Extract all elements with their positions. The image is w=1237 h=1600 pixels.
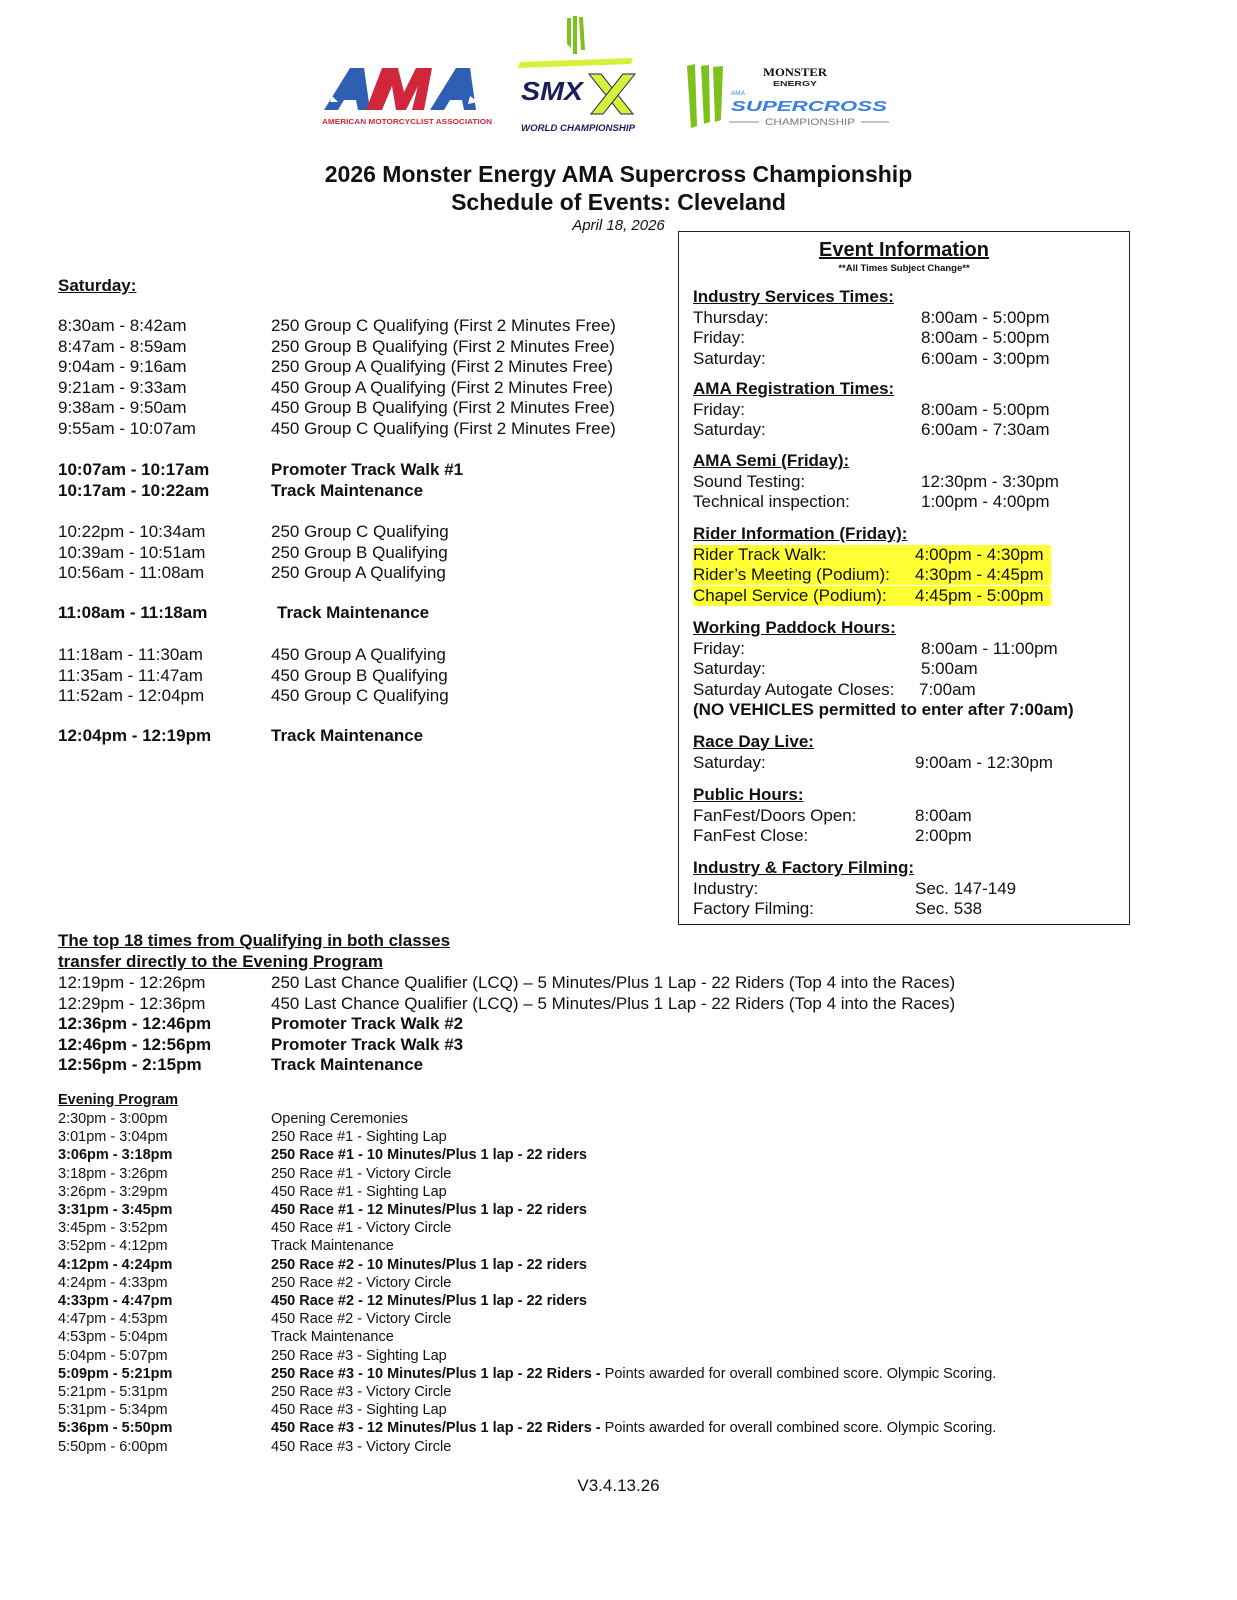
schedule-desc-wrap: [271, 1219, 451, 1237]
schedule-time: 9:55am - 10:07am: [58, 419, 196, 438]
schedule-desc: 450 Group B Qualifying (First 2 Minutes Free): [271, 398, 615, 418]
schedule-desc: 450 Race #2 - 12 Minutes/Plus 1 lap - 22 riders: [271, 1293, 587, 1309]
ama-tagline: AMERICAN MOTORCYCLIST ASSOCIATION: [322, 117, 492, 126]
schedule-desc: 450 Group B Qualifying: [271, 665, 448, 685]
info-label: Technical inspection:: [693, 492, 850, 511]
info-label: Factory Filming:: [693, 899, 814, 918]
schedule-time: 11:18am - 11:30am: [58, 645, 203, 664]
info-label: Saturday:: [693, 420, 766, 439]
info-note: (NO VEHICLES permitted to enter after 7:00am): [693, 700, 1074, 719]
page-subtitle: Schedule of Events: Cleveland: [451, 189, 786, 215]
schedule-time: 12:56pm - 2:15pm: [58, 1055, 202, 1075]
schedule-desc: 450 Race #1 - Victory Circle: [271, 1220, 452, 1237]
info-label: Saturday:: [693, 752, 766, 772]
schedule-desc: Track Maintenance: [271, 1055, 424, 1075]
schedule-desc: 250 Race #2 - 10 Minutes/Plus 1 lap - 22 riders: [271, 1256, 587, 1273]
schedule-desc: Promoter Track Walk #2: [271, 1014, 464, 1034]
info-row: [693, 307, 1050, 328]
schedule-time: 5:04pm - 5:07pm: [58, 1347, 168, 1364]
schedule-desc: 250 Race #1 - Sighting Lap: [271, 1129, 447, 1146]
info-section-heading: AMA Registration Times:: [693, 379, 895, 398]
info-label: Industry:: [693, 878, 759, 898]
schedule-time: 10:56am - 11:08am: [58, 563, 205, 583]
schedule-time: 3:31pm - 3:45pm: [58, 1202, 173, 1218]
info-row: [693, 826, 972, 846]
schedule-time: 12:46pm - 12:56pm: [58, 1034, 212, 1054]
info-section-heading: AMA Semi (Friday):: [693, 451, 850, 470]
info-row: [693, 420, 1050, 440]
schedule-time: 5:09pm - 5:21pm: [58, 1365, 173, 1382]
smx-wordmark: SMX: [521, 76, 585, 106]
schedule-desc-wrap: [271, 1383, 451, 1401]
info-value: 7:00am: [919, 679, 976, 699]
smx-tagline: WORLD CHAMPIONSHIP: [521, 123, 636, 134]
info-label: Rider Track Walk:: [693, 544, 827, 564]
smx-logo: [515, 14, 640, 136]
schedule-desc-wrap: [271, 1237, 394, 1255]
ama-prefix-text: AMA: [731, 91, 745, 97]
schedule-desc-wrap: [271, 1438, 451, 1456]
info-row: [693, 545, 1051, 565]
schedule-desc: 250 Race #1 - 10 Minutes/Plus 1 lap - 22 riders: [271, 1147, 587, 1164]
saturday-heading: Saturday:: [58, 276, 137, 295]
schedule-time: 3:06pm - 3:18pm: [58, 1147, 173, 1164]
schedule-time: 12:04pm - 12:19pm: [58, 726, 212, 745]
schedule-time: 4:53pm - 5:04pm: [58, 1329, 168, 1346]
schedule-desc-wrap: [271, 1183, 447, 1201]
schedule-desc-wrap: [271, 1201, 587, 1219]
schedule-desc: 250 Group A Qualifying (First 2 Minutes Free): [271, 357, 614, 377]
schedule-desc-wrap: [271, 1128, 447, 1146]
info-label: Friday:: [693, 399, 745, 419]
schedule-desc: 250 Group B Qualifying: [271, 542, 448, 562]
schedule-time: 11:08am - 11:18am: [58, 603, 208, 622]
info-value: Sec. 538: [915, 899, 983, 918]
schedule-desc: Promoter Track Walk #3: [271, 1034, 464, 1054]
schedule-desc-wrap: [271, 1401, 447, 1419]
schedule-time: 12:36pm - 12:46pm: [58, 1014, 212, 1034]
info-label: FanFest Close:: [693, 826, 809, 845]
info-value: 9:00am - 12:30pm: [915, 752, 1053, 772]
info-label: Thursday:: [693, 307, 769, 327]
schedule-desc: 450 Last Chance Qualifier (LCQ) – 5 Minutes/Plus 1 Lap - 22 Riders (Top 4 into the Races): [271, 993, 956, 1013]
info-row: [693, 328, 1050, 348]
event-date: April 18, 2026: [572, 217, 665, 234]
schedule-time: 4:47pm - 4:53pm: [58, 1311, 168, 1328]
info-section-heading: Industry Services Times:: [693, 287, 894, 306]
schedule-time: 5:36pm - 5:50pm: [58, 1420, 173, 1437]
info-value: 12:30pm - 3:30pm: [921, 471, 1059, 491]
evening-heading: Evening Program: [58, 1092, 179, 1108]
schedule-desc-wrap: [271, 1292, 587, 1310]
schedule-desc-wrap: [271, 1328, 394, 1346]
schedule-desc: 250 Race #3 - 10 Minutes/Plus 1 lap - 22 Riders -: [271, 1365, 601, 1382]
info-row: [693, 638, 1058, 659]
schedule-desc: 250 Race #3 - Sighting Lap: [271, 1347, 447, 1364]
info-row: [693, 399, 1050, 420]
schedule-time: 10:22pm - 10:34am: [58, 522, 206, 541]
info-value: 6:00am - 3:00pm: [921, 348, 1050, 368]
schedule-desc: 250 Group C Qualifying (First 2 Minutes Free): [271, 316, 616, 335]
schedule-time: 8:30am - 8:42am: [58, 316, 187, 335]
schedule-time: 3:45pm - 3:52pm: [58, 1220, 168, 1237]
info-value: 8:00am - 5:00pm: [921, 307, 1050, 327]
energy-text: ENERGY: [773, 81, 818, 88]
schedule-note: Points awarded for overall combined score. Olympic Scoring.: [600, 1365, 997, 1382]
event-info-title: Event Information: [818, 239, 989, 261]
schedule-desc: Track Maintenance: [277, 603, 430, 622]
schedule-time: 11:52am - 12:04pm: [58, 686, 205, 706]
schedule-time: 11:35am - 11:47am: [58, 665, 203, 685]
info-section-heading: Race Day Live:: [693, 732, 814, 751]
info-row: [693, 899, 983, 919]
info-section-heading: Industry & Factory Filming:: [693, 858, 915, 877]
schedule-time: 9:38am - 9:50am: [58, 398, 187, 418]
schedule-desc-wrap: [271, 1256, 587, 1274]
schedule-desc: 450 Race #2 - Victory Circle: [271, 1311, 452, 1328]
schedule-time: 3:18pm - 3:26pm: [58, 1165, 168, 1182]
info-row: [693, 471, 1059, 492]
info-row: [693, 878, 1017, 899]
info-section-heading: Working Paddock Hours:: [693, 618, 896, 637]
supercross-text: SUPERCROSS: [731, 98, 887, 115]
schedule-desc: Track Maintenance: [271, 1329, 394, 1346]
info-value: 4:45pm - 5:00pm: [915, 585, 1044, 605]
info-value: 6:00am - 7:30am: [921, 420, 1050, 439]
schedule-desc: 250 Race #1 - Victory Circle: [271, 1165, 452, 1182]
schedule-time: 10:17am - 10:22am: [58, 480, 210, 500]
schedule-time: 4:24pm - 4:33pm: [58, 1274, 168, 1291]
transfer-heading-line1: The top 18 times from Qualifying in both classes: [58, 931, 451, 950]
info-label: Friday:: [693, 328, 745, 347]
schedule-desc-wrap: [271, 1347, 447, 1365]
info-value: 8:00am - 5:00pm: [921, 328, 1050, 347]
schedule-time: 3:52pm - 4:12pm: [58, 1238, 168, 1255]
schedule-desc: 450 Race #1 - 12 Minutes/Plus 1 lap - 22 riders: [271, 1202, 587, 1218]
info-value: 2:00pm: [915, 826, 972, 845]
info-row: [693, 348, 1050, 369]
transfer-heading-line2: transfer directly to the Evening Program: [58, 952, 383, 971]
info-value: 8:00am: [915, 805, 972, 825]
schedule-desc: 450 Group C Qualifying (First 2 Minutes Free): [271, 419, 616, 438]
info-label: Rider’s Meeting (Podium):: [693, 565, 890, 584]
schedule-desc-wrap: [271, 1365, 996, 1383]
info-label: Friday:: [693, 638, 745, 658]
schedule-time: 10:07am - 10:17am: [58, 460, 210, 479]
schedule-desc: Track Maintenance: [271, 1238, 394, 1255]
schedule-desc: 450 Race #3 - 12 Minutes/Plus 1 lap - 22 Riders -: [271, 1420, 601, 1437]
info-row: [693, 752, 1053, 773]
schedule-time: 9:04am - 9:16am: [58, 357, 187, 377]
schedule-time: 9:21am - 9:33am: [58, 377, 187, 397]
info-value: 8:00am - 5:00pm: [921, 399, 1050, 419]
ama-logo: [318, 60, 498, 132]
info-row: [693, 805, 972, 826]
info-row: [693, 492, 1050, 512]
schedule-desc: 450 Group C Qualifying: [271, 686, 449, 706]
schedule-desc: 250 Group C Qualifying: [271, 522, 449, 541]
schedule-desc: 250 Race #3 - Victory Circle: [271, 1384, 452, 1400]
info-label: FanFest/Doors Open:: [693, 805, 857, 825]
schedule-desc: 450 Race #1 - Sighting Lap: [271, 1183, 447, 1200]
schedule-time: 3:26pm - 3:29pm: [58, 1183, 168, 1200]
page-title: 2026 Monster Energy AMA Supercross Championship: [324, 161, 913, 187]
schedule-desc: Track Maintenance: [271, 726, 424, 745]
info-row: [693, 565, 1051, 585]
version-label: V3.4.13.26: [577, 1476, 660, 1495]
schedule-desc: 450 Group A Qualifying (First 2 Minutes Free): [271, 377, 614, 397]
monster-supercross-logo: [683, 62, 895, 134]
monster-text: MONSTER: [763, 65, 828, 79]
event-info-box: [678, 231, 1130, 925]
schedule-time: 12:19pm - 12:26pm: [58, 973, 206, 992]
schedule-desc-wrap: [271, 1146, 587, 1164]
schedule-time: 4:33pm - 4:47pm: [58, 1293, 173, 1309]
schedule-desc: 450 Race #3 - Sighting Lap: [271, 1402, 447, 1419]
schedule-desc-wrap: [271, 1110, 408, 1128]
schedule-time: 2:30pm - 3:00pm: [58, 1111, 168, 1127]
info-section-heading: Rider Information (Friday):: [693, 524, 908, 543]
schedule-desc: 450 Group A Qualifying: [271, 645, 446, 664]
schedule-time: 8:47am - 8:59am: [58, 336, 187, 356]
event-info-subtitle: **All Times Subject Change**: [838, 263, 970, 274]
schedule-time: 3:01pm - 3:04pm: [58, 1129, 168, 1146]
schedule-desc: 250 Race #2 - Victory Circle: [271, 1274, 452, 1291]
schedule-desc-wrap: [271, 1165, 451, 1183]
championship-text: CHAMPIONSHIP: [765, 117, 855, 127]
info-label: Chapel Service (Podium):: [693, 585, 887, 605]
info-value: 5:00am: [921, 659, 978, 678]
info-value: 8:00am - 11:00pm: [921, 638, 1058, 658]
info-value: Sec. 147-149: [915, 878, 1017, 898]
info-value: 4:00pm - 4:30pm: [915, 544, 1044, 564]
schedule-time: 10:39am - 10:51am: [58, 542, 206, 562]
schedule-desc-wrap: [271, 1274, 451, 1292]
schedule-desc: 450 Race #3 - Victory Circle: [271, 1438, 452, 1455]
schedule-time: 5:31pm - 5:34pm: [58, 1402, 168, 1419]
info-label: Saturday:: [693, 659, 766, 678]
schedule-time: 5:50pm - 6:00pm: [58, 1438, 168, 1455]
schedule-note: Points awarded for overall combined score. Olympic Scoring.: [600, 1420, 997, 1437]
schedule-desc: 250 Group B Qualifying (First 2 Minutes Free): [271, 336, 615, 356]
schedule-desc-wrap: [271, 1310, 451, 1328]
schedule-desc: Opening Ceremonies: [271, 1111, 409, 1127]
info-label: Saturday:: [693, 348, 766, 368]
info-label: Sound Testing:: [693, 471, 806, 491]
schedule-desc: 250 Last Chance Qualifier (LCQ) – 5 Minutes/Plus 1 Lap - 22 Riders (Top 4 into the Races): [271, 973, 956, 992]
info-label: Saturday Autogate Closes:: [693, 679, 895, 699]
schedule-desc: Promoter Track Walk #1: [271, 460, 464, 479]
schedule-time: 4:12pm - 4:24pm: [58, 1256, 173, 1273]
schedule-time: 5:21pm - 5:31pm: [58, 1384, 168, 1400]
info-row: [693, 679, 976, 700]
info-row: [693, 659, 978, 679]
info-value: 1:00pm - 4:00pm: [921, 492, 1050, 511]
schedule-desc: Track Maintenance: [271, 480, 424, 500]
info-section-heading: Public Hours:: [693, 785, 804, 804]
info-value: 4:30pm - 4:45pm: [915, 565, 1044, 584]
schedule-desc-wrap: [271, 1419, 996, 1437]
schedule-desc: 250 Group A Qualifying: [271, 563, 446, 583]
schedule-time: 12:29pm - 12:36pm: [58, 993, 206, 1013]
info-row: [693, 586, 1051, 606]
